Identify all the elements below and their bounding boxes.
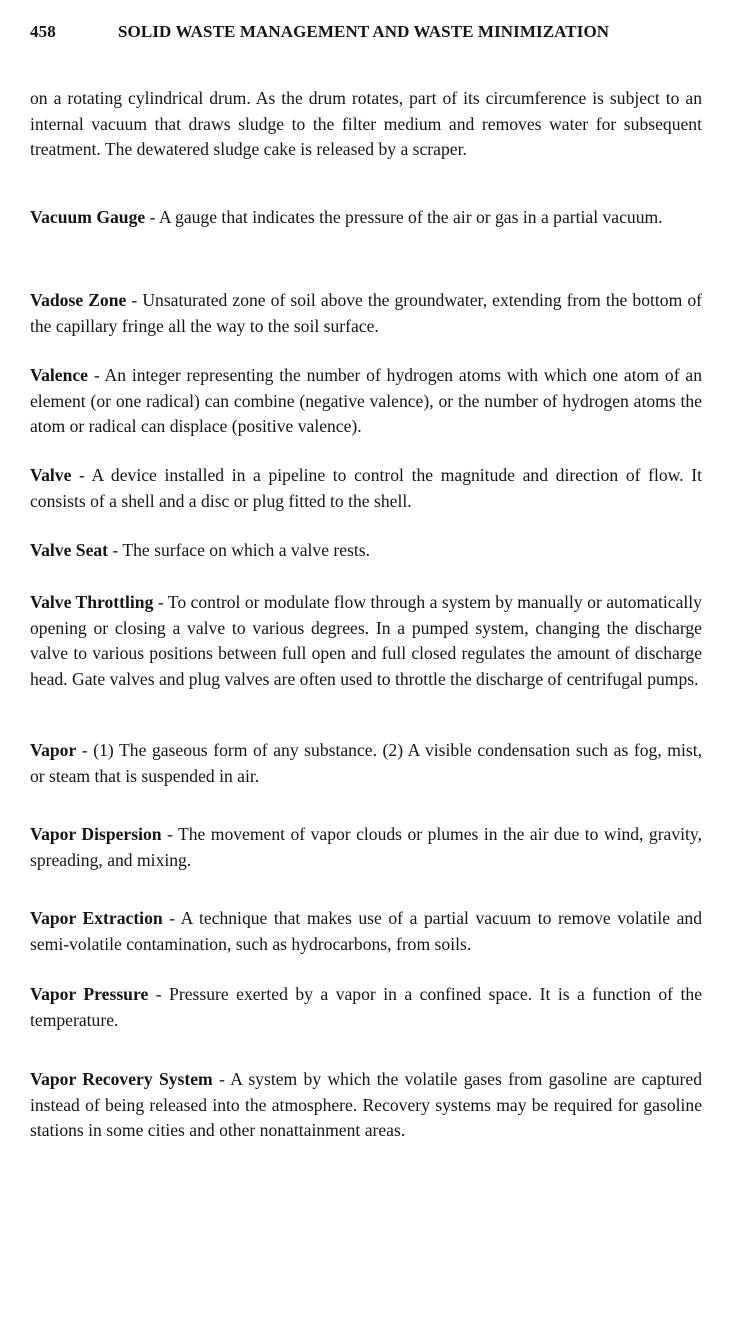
glossary-entry [30,1067,702,1144]
continuation-paragraph: on a rotating cylindrical drum. As the drum rotates, part of its circumference is subject to an internal vacuum that draws sludge to the filter medium and removes water for subsequent treatment. The dewatered sludge cake is released by a scraper. [30,88,702,159]
running-title: SOLID WASTE MANAGEMENT AND WASTE MINIMIZATION [118,22,610,41]
glossary-entry [30,738,702,789]
glossary-entry [30,288,702,339]
glossary-entry [30,590,702,692]
page-number: 458 [30,22,56,41]
entry-term: Vapor Recovery System [30,1069,213,1089]
entry-definition: - Pressure exerted by a vapor in a confined space. It is a function of the temperature. [30,984,702,1030]
glossary-entry [30,906,702,957]
entry-term: Vapor [30,740,77,760]
entry-term: Valence [30,365,88,385]
entry-term: Vapor Dispersion [30,824,162,844]
entry-term: Vapor Pressure [30,984,149,1004]
entry-definition: - The movement of vapor clouds or plumes in the air due to wind, gravity, spreading, and mixing. [30,824,702,870]
glossary-entry [30,538,702,564]
entry-term: Valve [30,465,72,485]
book-page [30,0,702,1327]
entry-term: Vapor Extraction [30,908,163,928]
entry-definition: - (1) The gaseous form of any substance. (2) A visible condensation such as fog, mist, or steam that is suspended in air. [30,740,702,786]
glossary-entry [30,463,702,514]
glossary-entry [30,363,702,440]
entry-definition: - A gauge that indicates the pressure of the air or gas in a partial vacuum. [145,207,663,227]
entry-definition: - To control or modulate flow through a system by manually or automatically opening or closing a valve to various degrees. In a pumped system, changing the discharge valve to various positions between full open and full closed regulates the amount of discharge head. Gate valves and plug valves are often used to throttle the discharge of centrifugal pumps. [30,592,702,689]
entry-definition: - An integer representing the number of hydrogen atoms with which one atom of an element (or one radical) can combine (negative valence), or the number of hydrogen atoms the atom or radical can displace (positive valence). [30,365,702,436]
entry-term: Vadose Zone [30,290,127,310]
glossary-entry [30,205,702,231]
glossary-entry [30,982,702,1033]
entry-definition: - A technique that makes use of a partial vacuum to remove volatile and semi-volatile contamination, such as hydrocarbons, from soils. [30,908,702,954]
entry-definition: - The surface on which a valve rests. [108,540,371,560]
glossary-entry [30,822,702,873]
entry-definition: - A device installed in a pipeline to control the magnitude and direction of flow. It consists of a shell and a disc or plug fitted to the shell. [30,465,702,511]
entry-term: Vacuum Gauge [30,207,146,227]
entry-definition: - A system by which the volatile gases from gasoline are captured instead of being released into the atmosphere. Recovery systems may be required for gasoline stations in some cities and other nonattainment areas. [30,1069,703,1140]
entry-term: Valve Seat [30,540,109,560]
page-header [30,22,702,46]
entry-term: Valve Throttling [30,592,154,612]
entry-definition: - Unsaturated zone of soil above the groundwater, extending from the bottom of the capillary fringe all the way to the soil surface. [30,290,702,336]
